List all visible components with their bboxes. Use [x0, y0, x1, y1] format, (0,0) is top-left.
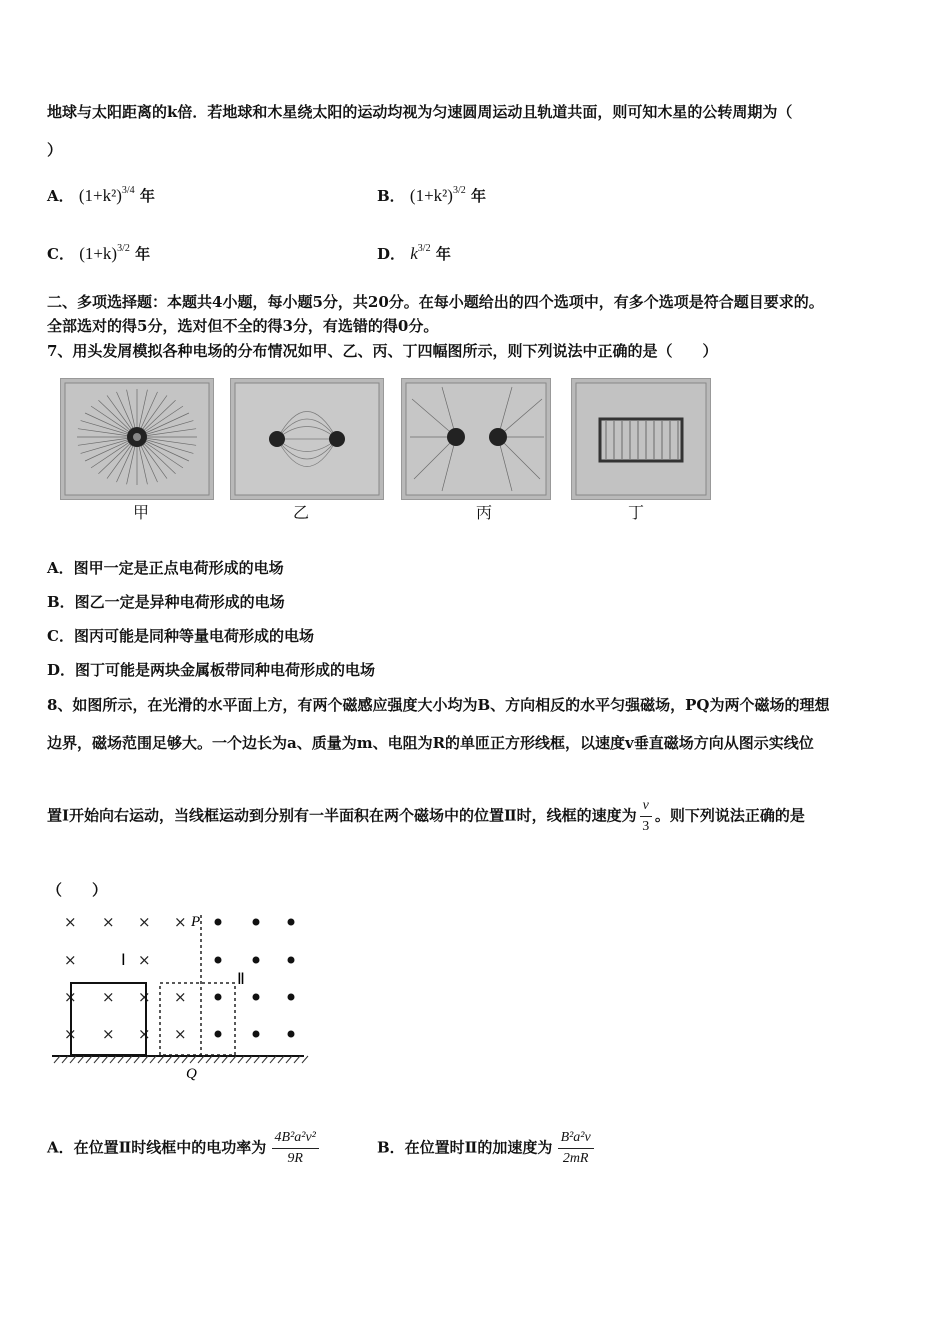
option-exponent: 3/2 — [417, 243, 431, 254]
q8-option-b[interactable] — [377, 1128, 594, 1169]
figure-jia-photo — [60, 378, 214, 500]
q6-stem-line2: ） — [47, 141, 63, 159]
cross-marks — [64, 913, 187, 1043]
ground-hatching — [54, 1056, 308, 1063]
option-unit: 年 — [470, 187, 486, 205]
q6-option-b[interactable] — [377, 186, 486, 209]
q6-option-c[interactable] — [47, 244, 150, 267]
svg-text:×: × — [102, 988, 115, 1006]
svg-text:×: × — [138, 988, 151, 1006]
figure-yi-photo — [230, 378, 384, 500]
option-base: (1+k²) — [409, 186, 453, 205]
q6-option-d[interactable] — [377, 244, 451, 267]
label-p: P — [191, 914, 201, 930]
q8-line3-text: 置Ⅰ开始向右运动，当线框运动到分别有一半面积在两个磁场中的位置Ⅱ时，线框的速度为 — [47, 806, 637, 825]
dot-marks — [215, 919, 295, 1038]
option-unit: 年 — [135, 245, 151, 263]
q6-option-a[interactable] — [47, 186, 155, 209]
option-base: (1+k²) — [78, 186, 122, 205]
option-label: B． — [377, 187, 405, 205]
svg-text:×: × — [138, 1025, 151, 1043]
fraction-numerator: B²a²v — [558, 1128, 594, 1149]
option-label: B．在位置时Ⅱ的加速度为 — [377, 1138, 553, 1157]
q7-option-d[interactable]: D．图丁可能是两块金属板带同种电荷形成的电场 — [47, 661, 376, 679]
q8-stem-line2: 边界，磁场范围足够大。一个边长为a、质量为m、电阻为R的单匝正方形线框，以速度v垂直磁场方向从图示实线位 — [47, 734, 814, 752]
caption-ding: 丁 — [628, 503, 645, 522]
power-fraction — [272, 1128, 319, 1169]
q7-option-b[interactable]: B．图乙一定是异种电荷形成的电场 — [47, 593, 285, 611]
option-label: C． — [47, 245, 74, 263]
magnetic-field-figure — [48, 905, 318, 1085]
section2-heading-line1: 二、多项选择题：本题共4小题，每小题5分，共20分。在每小题给出的四个选项中，有多个选项是符合题目要求的。 — [47, 293, 824, 311]
svg-text:×: × — [174, 988, 187, 1006]
q7-option-c[interactable]: C．图丙可能是同种等量电荷形成的电场 — [47, 627, 314, 645]
fraction-denominator: 2mR — [562, 1151, 589, 1166]
svg-text:×: × — [174, 1025, 187, 1043]
option-base: k — [410, 244, 418, 263]
option-exponent: 3/2 — [117, 243, 130, 254]
label-q: Q — [186, 1066, 197, 1082]
hair-field-like-charges — [402, 379, 550, 499]
option-exponent: 3/2 — [452, 185, 466, 196]
svg-text:×: × — [138, 913, 151, 931]
q8-line3-tail: 。则下列说法正确的是 — [654, 806, 805, 825]
fraction-numerator: 4B²a²v² — [272, 1128, 319, 1149]
caption-jia: 甲 — [133, 503, 150, 522]
svg-text:×: × — [64, 1025, 77, 1043]
coil-position-2 — [160, 983, 235, 1055]
option-label: D． — [377, 245, 406, 263]
option-unit: 年 — [435, 245, 451, 263]
section2-heading-line2: 全部选对的得5分，选对但不全的得3分，有选错的得0分。 — [47, 317, 439, 335]
hair-field-opposite-charges — [231, 379, 383, 499]
fraction-denominator: 3 — [642, 819, 650, 834]
label-position-2: Ⅱ — [237, 971, 245, 988]
option-unit: 年 — [139, 187, 155, 205]
figure-bing-photo — [401, 378, 551, 500]
q8-option-a[interactable] — [47, 1128, 319, 1169]
fraction-numerator: v — [640, 796, 652, 817]
figure-ding-photo — [571, 378, 711, 500]
svg-text:×: × — [102, 1025, 115, 1043]
q6-stem-line1: 地球与太阳距离的k倍．若地球和木星绕太阳的运动均视为匀速圆周运动且轨道共面，则可知木星的公转周期为（ — [47, 103, 793, 121]
svg-text:×: × — [102, 913, 115, 931]
q7-stem: 7、用头发屑模拟各种电场的分布情况如甲、乙、丙、丁四幅图所示，则下列说法中正确的是（ ） — [47, 342, 718, 360]
fraction-denominator: 9R — [287, 1151, 303, 1166]
caption-yi: 乙 — [293, 503, 310, 522]
q7-option-a[interactable]: A．图甲一定是正点电荷形成的电场 — [47, 559, 284, 577]
velocity-fraction — [640, 796, 652, 837]
caption-bing: 丙 — [476, 503, 493, 522]
option-label: A．在位置Ⅱ时线框中的电功率为 — [47, 1138, 267, 1157]
svg-text:×: × — [64, 988, 77, 1006]
svg-text:×: × — [64, 913, 77, 931]
q8-stem-line3 — [47, 796, 805, 837]
svg-text:×: × — [138, 951, 151, 969]
option-base: (1+k) — [79, 244, 118, 263]
q8-bracket: （ ） — [47, 881, 108, 899]
acceleration-fraction — [558, 1128, 594, 1169]
svg-text:×: × — [174, 913, 187, 931]
hair-field-parallel-plates — [572, 379, 710, 499]
svg-text:×: × — [64, 951, 77, 969]
label-position-1: Ⅰ — [121, 952, 126, 969]
option-label: A． — [47, 187, 74, 205]
hair-field-single-charge — [61, 379, 213, 499]
q8-stem-line1: 8、如图所示，在光滑的水平面上方，有两个磁感应强度大小均为B、方向相反的水平匀强磁场，PQ为两个磁场的理想 — [47, 696, 830, 714]
option-exponent: 3/4 — [121, 185, 135, 196]
